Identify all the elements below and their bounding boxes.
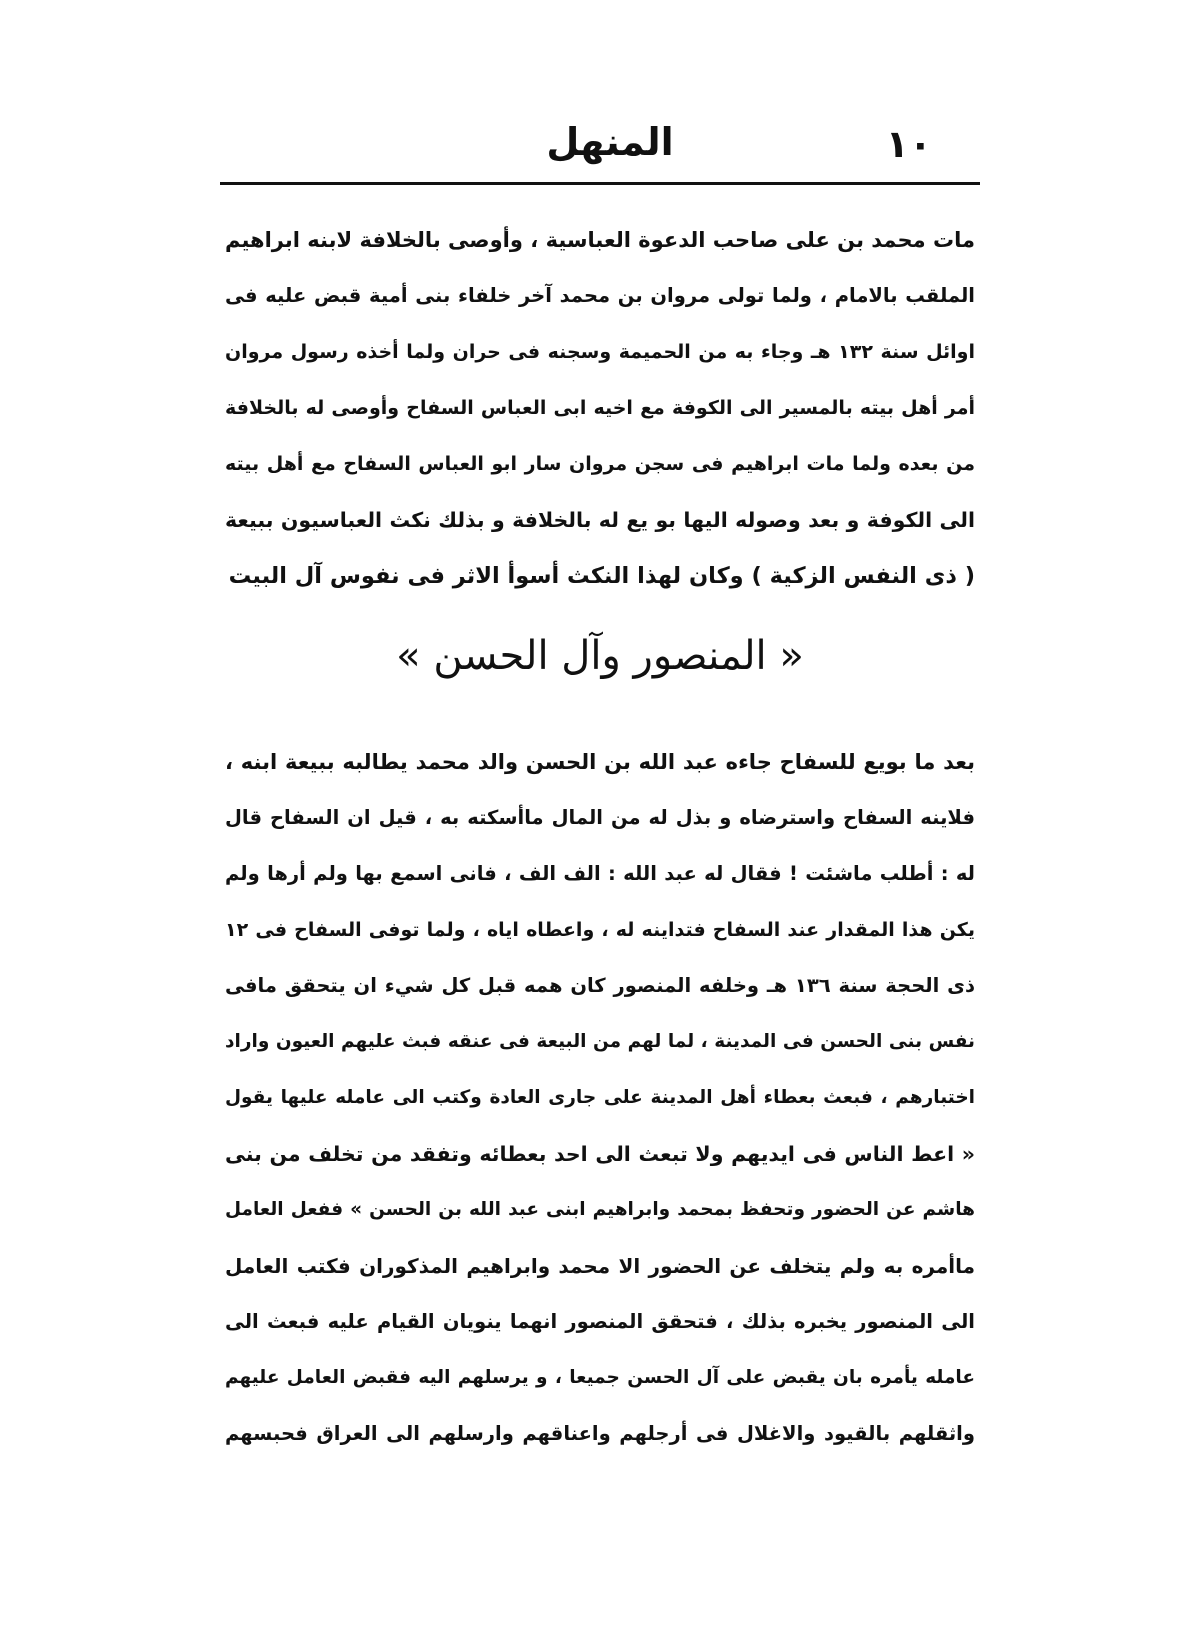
text-line: اوائل سنة ١٣٢ هـ وجاء به من الحميمة وسجنه فى حران ولما أخذه رسول مروان (225, 341, 975, 363)
text-line: الى الكوفة و بعد وصوله اليها بو يع له بالخلافة و بذلك نكث العباسيون ببيعة (225, 508, 975, 532)
header-divider (220, 182, 980, 185)
text-line: الملقب بالامام ، ولما تولى مروان بن محمد آخر خلفاء بنى أمية قبض عليه فى (225, 284, 975, 307)
text-line: بعد ما بويع للسفاح جاءه عبد الله بن الحسن والد محمد يطالبه ببيعة ابنه ، (225, 750, 975, 774)
text-line: أمر أهل بيته بالمسير الى الكوفة مع اخيه ابى العباس السفاح وأوصى له بالخلافة (225, 397, 975, 419)
text-line: من بعده ولما مات ابراهيم فى سجن مروان سار ابو العباس السفاح مع أهل بيته (225, 453, 975, 475)
text-line: يكن هذا المقدار عند السفاح فتداينه له ، واعطاه اياه ، ولما توفى السفاح فى ١٢ (225, 919, 975, 941)
text-line: نفس بنى الحسن فى المدينة ، لما لهم من البيعة فى عنقه فبث عليهم العيون واراد (225, 1031, 975, 1052)
text-line: الى المنصور يخبره بذلك ، فتحقق المنصور انهما ينويان القيام عليه فبعث الى (225, 1310, 975, 1333)
text-line: ذى الحجة سنة ١٣٦ هـ وخلفه المنصور كان همه قبل كل شيء ان يتحقق مافى (225, 974, 975, 997)
page-header (220, 118, 980, 178)
paragraph-1 (225, 212, 975, 604)
text-line: له : أطلب ماشئت ! فقال له عبد الله : الف الف ، فانى اسمع بها ولم أرها ولم (225, 862, 975, 885)
page-number: ١٠ (885, 122, 932, 166)
text-line: مات محمد بن على صاحب الدعوة العباسية ، وأوصى بالخلافة لابنه ابراهيم (225, 228, 975, 252)
section-heading: « المنصور وآل الحسن » (396, 633, 804, 679)
running-title: المنهل (546, 120, 674, 164)
text-line: هاشم عن الحضور وتحفظ بمحمد وابراهيم ابنى عبد الله بن الحسن » ففعل العامل (225, 1199, 975, 1220)
text-line: عامله يأمره بان يقبض على آل الحسن جميعا ، و يرسلهم اليه فقبض العامل عليهم (225, 1367, 975, 1388)
text-line: فلاينه السفاح واسترضاه و بذل له من المال ماأسكته به ، قيل ان السفاح قال (225, 806, 975, 829)
paragraph-2 (225, 734, 975, 1462)
text-line: واثقلهم بالقيود والاغلال فى أرجلهم واعناقهم وارسلهم الى العراق فحبسهم (225, 1422, 975, 1445)
text-line: ماأمره به ولم يتخلف عن الحضور الا محمد وابراهيم المذكوران فكتب العامل (225, 1254, 975, 1278)
text-line: ( ذى النفس الزكية ) وكان لهذا النكث أسوأ الاثر فى نفوس آل البيت (228, 563, 975, 589)
text-line: « اعط الناس فى ايديهم ولا تبعث الى احد بعطائه وتفقد من تخلف من بنى (225, 1142, 975, 1166)
text-line: اختبارهم ، فبعث بعطاء أهل المدينة على جارى العادة وكتب الى عامله عليها يقول (225, 1087, 975, 1108)
